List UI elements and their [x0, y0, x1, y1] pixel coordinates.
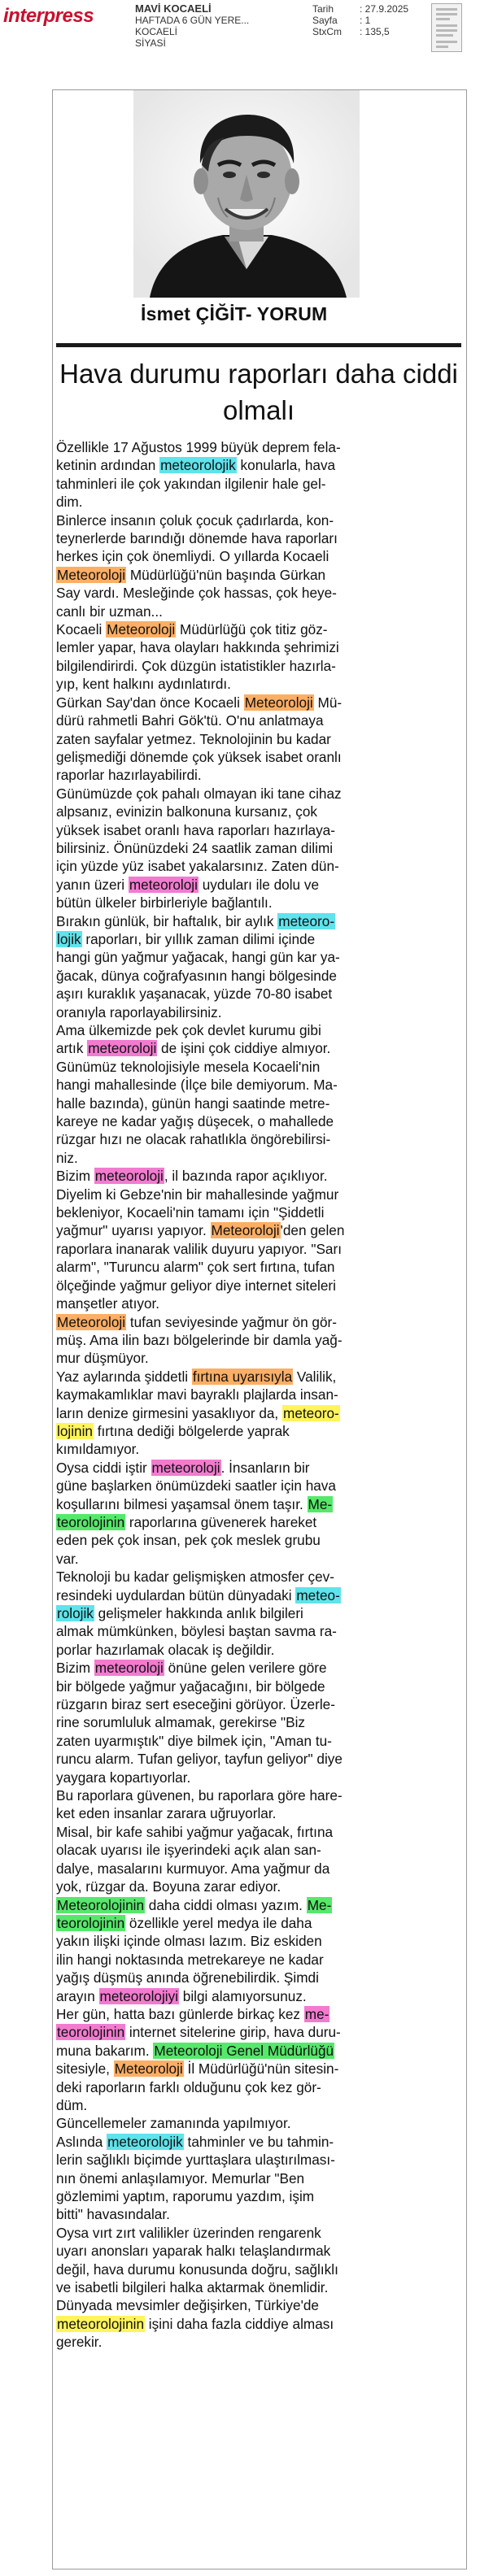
- text-run: eden pek çok insan, pek çok meslek grubu: [56, 1532, 321, 1549]
- text-run: 'den gelen: [280, 1222, 345, 1239]
- text-run: Güncellemeler zamanında yapılmıyor.: [56, 2115, 291, 2132]
- text-run: yağmur" uyarısı yapıyor.: [56, 1222, 211, 1239]
- text-run: Müdürlüğü'nün başında Gürkan: [126, 566, 326, 583]
- text-run: özellikle yerel medya ile daha: [125, 1914, 312, 1931]
- text-run: Oysa vırt zırt valilikler üzerinden rengarenk: [56, 2224, 321, 2241]
- text-run: . İnsanların bir: [220, 1459, 310, 1476]
- text-run: alpsanız, evinizin balkonuna kursanız, çok: [56, 803, 318, 820]
- byline-divider: [56, 343, 461, 347]
- text-run: rüzgarın biraz sert eseceğini görüyor. Üzerle-: [56, 1696, 335, 1713]
- article-line: [56, 1896, 448, 1914]
- highlighted-keyword: Meteoroloji: [57, 1313, 126, 1330]
- article-line: [56, 1149, 448, 1167]
- article-line: [56, 1951, 448, 1969]
- article-line: [56, 620, 448, 638]
- text-run: mur düşmüyor.: [56, 1350, 149, 1367]
- article-line: [56, 1495, 448, 1513]
- text-run: kımıldamıyor.: [56, 1441, 140, 1458]
- text-run: Dünyada mevsimler değişirken, Türkiye'de: [56, 2297, 319, 2314]
- text-run: işini daha fazla ciddiye alması: [145, 2315, 334, 2332]
- highlighted-keyword: lojik: [57, 930, 81, 947]
- clipping-header: [0, 0, 480, 63]
- text-run: kaymakamlıklar mavi bayraklı plajlarda insan-: [56, 1386, 338, 1403]
- article-line: [56, 438, 448, 456]
- text-run: önüne gelen verilere göre: [164, 1660, 327, 1677]
- highlighted-keyword: Meteoroloji: [244, 694, 313, 711]
- article-line: [56, 730, 448, 748]
- article-line: [56, 1987, 448, 2005]
- text-run: Müdürlüğü çok titiz göz-: [176, 621, 328, 638]
- article-line: [56, 584, 448, 602]
- article-line: [56, 657, 448, 675]
- text-run: runcu alarm. Tufan geliyor, tayfun geliyor" diye: [56, 1751, 343, 1768]
- highlighted-keyword: Meteoroloji: [211, 1222, 280, 1239]
- text-run: raporlar hazırlayabilirdi.: [56, 767, 202, 784]
- text-run: artık: [56, 1040, 88, 1057]
- article-line: [56, 1531, 448, 1549]
- text-run: yakın ilişki içinde olması lazım. Biz eskiden: [56, 1933, 322, 1950]
- highlighted-keyword: meteorolojinin: [57, 2315, 145, 2332]
- article-line: [56, 1750, 448, 1768]
- text-run: uyduları ile dolu ve: [198, 876, 320, 893]
- meta-date-label: Tarih: [312, 3, 334, 15]
- article-line: [56, 1841, 448, 1859]
- text-run: ve isabetli bilgileri halka aktarmak önemlidir.: [56, 2279, 329, 2296]
- text-run: Oysa ciddi iştir: [56, 1459, 151, 1476]
- author-byline: İsmet ÇİĞİT- YORUM: [141, 303, 328, 324]
- text-run: bilgi alamıyorsunuz.: [179, 1987, 307, 2004]
- publication-name: MAVİ KOCAELİ: [135, 2, 212, 15]
- page-thumbnail[interactable]: [431, 3, 462, 52]
- article-line: [56, 2060, 448, 2078]
- article-line: [56, 1695, 448, 1713]
- article-line: [56, 1094, 448, 1112]
- text-run: manşetler atıyor.: [56, 1295, 160, 1312]
- article-line: [56, 1823, 448, 1841]
- article-line: [56, 1804, 448, 1822]
- article-line: [56, 839, 448, 857]
- text-run: için yüzde yüz isabet yakalarsınız. Zaten dün-: [56, 858, 339, 875]
- text-run: rüzgar hızı ne olacak rahatlıkla öngörebilirsi-: [56, 1131, 331, 1148]
- highlighted-keyword: fırtına uyarısıyla: [192, 1368, 293, 1385]
- article-line: [56, 1568, 448, 1586]
- highlighted-keyword: meteoroloji: [151, 1459, 220, 1476]
- article-line: [56, 1440, 448, 1458]
- text-run: Özellikle 17 Ağustos 1999 büyük deprem fela-: [56, 439, 341, 455]
- clipping-meta: [312, 3, 422, 37]
- article-line: [56, 2005, 448, 2023]
- highlighted-keyword: meteoro-: [278, 912, 335, 929]
- text-run: tufan seviyesinde yağmur ön gör-: [126, 1313, 337, 1330]
- text-run: Say vardı. Mesleğinde çok hassas, çok heye-: [56, 585, 337, 602]
- text-run: ilin hangi noktasında metrekareye ne kadar: [56, 1951, 324, 1968]
- text-run: daha ciddi olması yazım.: [145, 1896, 307, 1913]
- highlighted-keyword: meteorolojik: [107, 2133, 183, 2150]
- text-run: dalye, masalarını kurmuyor. Ama yağmur da: [56, 1860, 330, 1877]
- highlighted-keyword: rolojik: [57, 1605, 94, 1621]
- article-line: [56, 1422, 448, 1440]
- article-line: [56, 1932, 448, 1950]
- text-run: deki raporların farklı olduğunu çok kez gör-: [56, 2078, 321, 2095]
- article-line: [56, 2133, 448, 2151]
- meta-date-value: : 27.9.2025: [360, 3, 409, 15]
- article-line: [56, 1786, 448, 1804]
- article-line: [56, 1677, 448, 1695]
- text-run: Günümüzde çok pahalı olmayan iki tane cihaz: [56, 785, 342, 802]
- article-line: [56, 1203, 448, 1221]
- text-run: Binlerce insanın çoluk çocuk çadırlarda, kon-: [56, 511, 334, 529]
- highlighted-keyword: Meteorolojinin: [57, 1896, 145, 1913]
- highlighted-keyword: Me-: [307, 1896, 332, 1913]
- text-run: canlı bir uzman...: [56, 603, 163, 620]
- text-run: uyarı anonsları yaparak halkı telaşlandırmak: [56, 2243, 331, 2260]
- text-run: Teknoloji bu kadar gelişmişken atmosfer çev-: [56, 1569, 334, 1586]
- text-run: herkes için çok önemliydi. O yıllarda Kocaeli: [56, 548, 329, 565]
- article-line: [56, 2242, 448, 2260]
- publication-info: [135, 3, 298, 49]
- article-line: [56, 766, 448, 784]
- article-line: [56, 1513, 448, 1531]
- article-line: [56, 1713, 448, 1731]
- article-line: [56, 2114, 448, 2132]
- text-run: zaten sayfalar yetmez. Teknolojinin bu kadar: [56, 730, 331, 747]
- text-run: var.: [56, 1550, 79, 1567]
- article-line: [56, 1477, 448, 1495]
- article-line: [56, 1240, 448, 1258]
- article-line: [56, 456, 448, 474]
- text-run: Kocaeli: [56, 621, 107, 638]
- article-line: [56, 857, 448, 875]
- article-line: [56, 803, 448, 820]
- text-run: tahminleri ile çok yakından ilgilenir hale gel-: [56, 475, 326, 492]
- article-line: [56, 1295, 448, 1312]
- article-line: [56, 1732, 448, 1750]
- text-run: Gürkan Say'dan önce Kocaeli: [56, 694, 244, 711]
- text-run: nın önemi anlaşılamıyor. Memurlar "Ben: [56, 2169, 305, 2187]
- article-line: [56, 1404, 448, 1422]
- article-line: [56, 1331, 448, 1349]
- meta-size-value: : 135,5: [360, 26, 390, 37]
- author-photo: [133, 90, 360, 298]
- text-run: güne başlarken önümüzdeki saatler için hava: [56, 1477, 336, 1495]
- publication-frequency: HAFTADA 6 GÜN YERE...: [135, 15, 250, 26]
- publication-city: KOCAELİ: [135, 26, 178, 37]
- text-run: fırtına dediği bölgelerde yaprak: [93, 1422, 290, 1439]
- text-run: Valilik,: [293, 1368, 337, 1385]
- text-run: almak mümkünken, böylesi baştan savma ra-: [56, 1623, 337, 1640]
- article-line: [56, 1021, 448, 1039]
- text-run: ket eden insanlar zarara uğruyorlar.: [56, 1805, 277, 1822]
- article-line: [56, 1969, 448, 1986]
- text-run: gözlemimi yaptım, raporumu yazdım, işim: [56, 2188, 315, 2204]
- article-line: [56, 675, 448, 693]
- article-line: [56, 1386, 448, 1403]
- text-run: İl Müdürlüğü'nün sitesin-: [183, 2060, 339, 2078]
- publication-category: SİYASİ: [135, 37, 166, 49]
- article-line: [56, 1039, 448, 1057]
- text-run: Ama ülkemizde pek çok devlet kurumu gibi: [56, 1022, 321, 1038]
- highlighted-keyword: Me-: [308, 1495, 333, 1512]
- text-run: aşırı kuraklık yaşanacak, yüzde 70-80 isabet: [56, 986, 333, 1003]
- text-run: Diyelim ki Gebze'nin bir mahallesinde yağmur: [56, 1186, 339, 1203]
- text-run: Günümüz teknolojisiyle mesela Kocaeli'nin: [56, 1058, 321, 1075]
- article-line: [56, 1112, 448, 1130]
- text-run: gelişmediği dönemde çok yüksek isabet oranlı: [56, 748, 342, 765]
- text-run: gerekir.: [56, 2334, 103, 2351]
- article-line: [56, 475, 448, 493]
- text-run: bekleniyor, Kocaeli'nin tamamı için "Şiddetli: [56, 1204, 325, 1221]
- text-run: tahminler ve bu tahmin-: [183, 2133, 334, 2150]
- article-line: [56, 1878, 448, 1895]
- article-line: [56, 2042, 448, 2060]
- meta-page-label: Sayfa: [312, 15, 338, 26]
- article-line: [56, 1914, 448, 1932]
- highlighted-keyword: teorolojinin: [57, 2024, 125, 2041]
- meta-page-value: : 1: [360, 15, 371, 26]
- text-run: Bizim: [56, 1168, 94, 1185]
- text-run: Bırakın günlük, bir haftalık, bir aylık: [56, 912, 278, 929]
- highlighted-keyword: teorolojinin: [57, 1914, 125, 1931]
- article-line: [56, 2296, 448, 2314]
- highlighted-keyword: meteoroloji: [129, 876, 198, 893]
- text-run: yağış düşmüş anında öğrenebilirdik. Şimdi: [56, 1969, 319, 1986]
- text-run: bütün ülkeler birbirleriyle bağlantılı.: [56, 894, 273, 912]
- text-run: niz.: [56, 1149, 78, 1166]
- text-run: porlar hazırlamak olacak iş değildir.: [56, 1641, 275, 1658]
- article-line: [56, 1368, 448, 1386]
- text-run: oranıyla raporlayabilirsiniz.: [56, 1003, 222, 1020]
- article-line: [56, 1130, 448, 1148]
- highlighted-keyword: meteo-: [296, 1586, 340, 1603]
- article-line: [56, 876, 448, 894]
- text-run: Yaz aylarında şiddetli: [56, 1368, 192, 1385]
- text-run: de işini çok ciddiye almıyor.: [157, 1040, 331, 1057]
- text-run: yaygara kopartıyorlar.: [56, 1769, 191, 1786]
- article-line: [56, 511, 448, 529]
- text-run: resindeki uydulardan bütün dünyadaki: [56, 1586, 296, 1603]
- article-line: [56, 2315, 448, 2333]
- article-line: [56, 1586, 448, 1604]
- article-line: [56, 566, 448, 584]
- text-run: bilirsiniz. Önünüzdeki 24 saatlik zaman dilimi: [56, 839, 334, 856]
- text-run: lerin sağlıklı biçimde yurttaşlara ulaştırılması-: [56, 2152, 335, 2169]
- highlighted-keyword: meteoroloji: [94, 1660, 164, 1677]
- article-line: [56, 1277, 448, 1295]
- article-body: [56, 438, 448, 2352]
- article-line: [56, 547, 448, 565]
- article-line: [56, 1058, 448, 1076]
- article-line: [56, 529, 448, 547]
- article-line: [56, 1860, 448, 1878]
- highlighted-keyword: meteoroloji: [88, 1040, 157, 1057]
- text-run: teynerlerde barındığı dönemde hava raporları: [56, 530, 338, 547]
- article-line: [56, 1459, 448, 1477]
- text-run: Bizim: [56, 1660, 94, 1677]
- text-run: rine sorumluluk almamak, gerekirse "Biz: [56, 1714, 306, 1731]
- text-run: hangi gün yağmur yağacak, hangi gün kar ya-: [56, 949, 340, 966]
- article-line: [56, 2023, 448, 2041]
- text-run: ların denize girmesini yasaklıyor da,: [56, 1404, 282, 1421]
- article-line: [56, 1003, 448, 1021]
- text-run: ölçeğinde yağmur geliyor diye internet siteleri: [56, 1277, 336, 1294]
- text-run: gelişmeler hakkında anlık bilgileri: [94, 1605, 303, 1621]
- article-line: [56, 1769, 448, 1786]
- article-line: [56, 1258, 448, 1276]
- text-run: yıp, kent halkını aydınlatırdı.: [56, 676, 231, 693]
- text-run: alarm", "Turuncu alarm" çok sert fırtına, tufan: [56, 1259, 335, 1276]
- highlighted-keyword: meteorolojiyi: [99, 1987, 179, 2004]
- article-line: [56, 2187, 448, 2205]
- meta-size-label: StxCm: [312, 26, 342, 37]
- text-run: yok, rüzgar da. Boyuna zarar ediyor.: [56, 1878, 281, 1895]
- text-run: değil, hava durumu konusunda doğru, sağlıklı: [56, 2261, 338, 2278]
- article-line: [56, 1349, 448, 1367]
- text-run: Bu raporlara güvenen, bu raporlara göre hare-: [56, 1787, 343, 1804]
- text-run: raporlarına güvenerek hareket: [125, 1513, 317, 1530]
- highlighted-keyword: meteoroloji: [94, 1168, 164, 1185]
- text-run: müş. Ama ilin bazı bölgelerinde bir damla yağ-: [56, 1331, 343, 1348]
- highlighted-keyword: Meteoroloji Genel Müdürlüğü: [154, 2042, 334, 2059]
- article-line: [56, 821, 448, 839]
- text-run: koşullarını bilmesi yaşamsal önem taşır.: [56, 1495, 308, 1512]
- article-line: [56, 2096, 448, 2114]
- article-line: [56, 948, 448, 966]
- article-line: [56, 2278, 448, 2296]
- article-line: [56, 1659, 448, 1677]
- article-line: [56, 2151, 448, 2169]
- article-line: [56, 711, 448, 729]
- article-line: [56, 967, 448, 985]
- text-run: internet sitelerine girip, hava duru-: [125, 2024, 341, 2041]
- article-line: [56, 694, 448, 711]
- article-line: [56, 1076, 448, 1094]
- highlighted-keyword: me-: [304, 2005, 329, 2022]
- article-line: [56, 912, 448, 930]
- text-run: ğacak, dünya coğrafyasının hangi bölgesinde: [56, 967, 337, 984]
- text-run: konularla, hava: [236, 457, 336, 474]
- article-line: [56, 785, 448, 803]
- text-run: Misal, bir kafe sahibi yağmur yağacak, fırtına: [56, 1823, 334, 1840]
- article-line: [56, 1186, 448, 1203]
- article-line: [56, 985, 448, 1003]
- article-line: [56, 603, 448, 620]
- text-run: ketinin ardından: [56, 457, 160, 474]
- article-line: [56, 2169, 448, 2187]
- highlighted-keyword: Meteoroloji: [107, 621, 176, 638]
- highlighted-keyword: Meteoroloji: [57, 566, 126, 583]
- article-frame: [52, 89, 467, 2569]
- text-run: zaten uyarmıştık" diye bilmek için, "Aman tu-: [56, 1732, 332, 1749]
- text-run: halle bazında), günün hangi saatinde metre-: [56, 1094, 330, 1112]
- highlighted-keyword: Meteoroloji: [114, 2060, 183, 2078]
- text-run: , il bazında rapor açıklıyor.: [164, 1168, 328, 1185]
- article-line: [56, 930, 448, 948]
- article-line: [56, 2224, 448, 2242]
- highlighted-keyword: meteoro-: [283, 1404, 339, 1421]
- article-line: [56, 493, 448, 511]
- article-line: [56, 1167, 448, 1185]
- text-run: lemler yapar, hava olayları hakkında şehrimizi: [56, 639, 339, 656]
- article-line: [56, 2333, 448, 2351]
- text-run: arayın: [56, 1987, 99, 2004]
- text-run: olacak uyarısı ile işyerindeki açık alan san-: [56, 1842, 321, 1859]
- text-run: yüksek isabet oranlı hava raporları hazırlaya-: [56, 821, 335, 838]
- text-run: hangi mahallesinde (İlçe bile demiyorum. Ma-: [56, 1077, 338, 1094]
- text-run: Her gün, hatta bazı günlerde birkaç kez: [56, 2005, 304, 2022]
- article-line: [56, 638, 448, 656]
- highlighted-keyword: meteorolojik: [160, 457, 236, 474]
- article-line: [56, 894, 448, 912]
- text-run: sitesiyle,: [56, 2060, 114, 2078]
- text-run: kareye ne kadar yağış düşecek, o mahallede: [56, 1113, 334, 1130]
- text-run: bilgilendirirdi. Çok düzgün istatistikler hazırla-: [56, 657, 336, 674]
- highlighted-keyword: teorolojinin: [57, 1513, 125, 1530]
- article-line: [56, 1641, 448, 1659]
- text-run: raporları, bir yıllık zaman dilimi içinde: [81, 930, 316, 947]
- text-run: dim.: [56, 494, 83, 511]
- article-title: Hava durumu raporları daha ciddi olmalı: [59, 359, 458, 425]
- text-run: bir bölgede yağmur yağacağını, bir bölgede: [56, 1677, 325, 1695]
- article-line: [56, 1622, 448, 1640]
- article-line: [56, 1550, 448, 1568]
- text-run: muna bakarım.: [56, 2042, 154, 2059]
- article-line: [56, 1221, 448, 1239]
- article-line: [56, 1313, 448, 1331]
- text-run: yanın üzeri: [56, 876, 129, 893]
- text-run: raporlara inanarak valilik duyuru yapıyor. "Sarı: [56, 1240, 342, 1257]
- text-run: dürü rahmetli Bahri Gök'tü. O'nu anlatmaya: [56, 712, 324, 729]
- highlighted-keyword: lojinin: [57, 1422, 93, 1439]
- text-run: düm.: [56, 2096, 88, 2113]
- text-run: Aslında: [56, 2133, 107, 2150]
- article-line: [56, 2205, 448, 2223]
- text-run: bitti" havasındalar.: [56, 2206, 170, 2223]
- interpress-logo: interpress: [3, 5, 94, 27]
- article-line: [56, 2261, 448, 2278]
- article-line: [56, 748, 448, 766]
- text-run: Mü-: [313, 694, 343, 711]
- article-line: [56, 2078, 448, 2096]
- article-line: [56, 1604, 448, 1622]
